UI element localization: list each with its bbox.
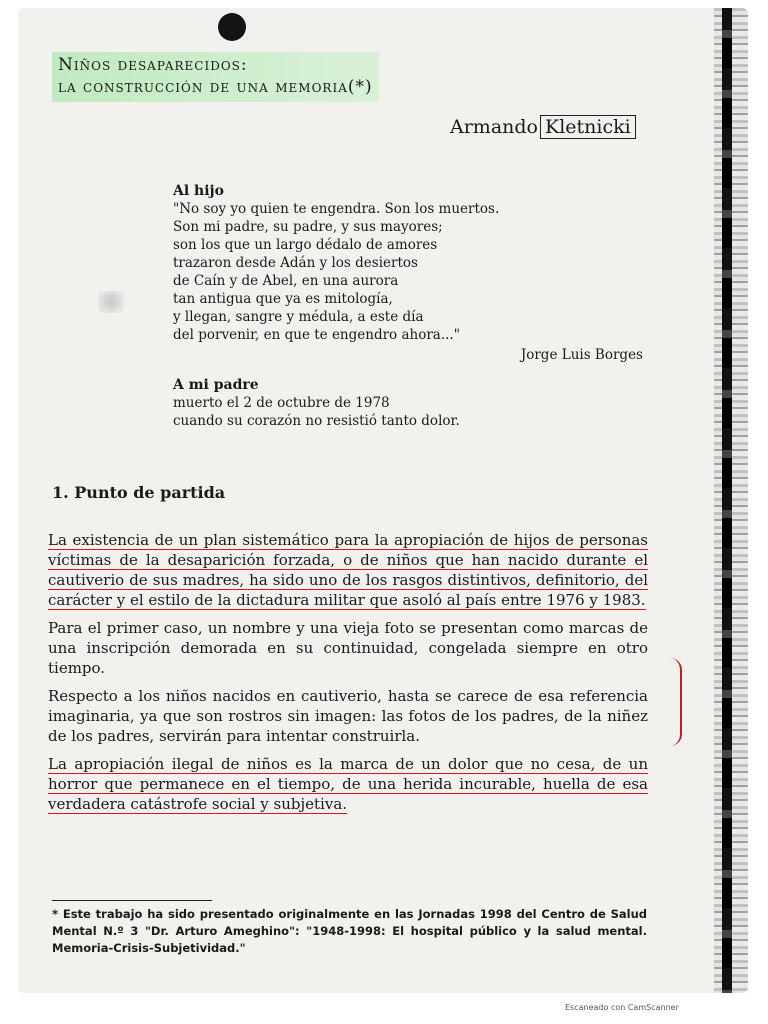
epigraph xyxy=(173,182,643,364)
epigraph-line: del porvenir, en que te engendro ahora..." xyxy=(173,327,460,343)
author-first-name: Armando xyxy=(450,116,538,138)
title-line-2: la construcción de una memoria(*) xyxy=(58,77,373,97)
paragraph-4 xyxy=(48,754,648,814)
paragraph-text: Para el primer caso, un nombre y una vieja foto se presentan como marcas de una inscripción demorada en su continuidad, congelada siempre en otro tiempo. xyxy=(48,619,648,677)
epigraph-line: trazaron desde Adán y los desiertos xyxy=(173,255,418,271)
epigraph-line: "No soy yo quien te engendra. Son los muertos. xyxy=(173,201,500,217)
epigraph-line: y llegan, sangre y médula, a este día xyxy=(173,309,424,325)
title-line-1: Niños desaparecidos: xyxy=(58,55,248,75)
footnote-rule xyxy=(52,900,212,901)
epigraph-line: de Caín y de Abel, en una aurora xyxy=(173,273,399,289)
paragraph-text: La existencia de un plan sistemático para la apropiación de hijos de personas víctimas de la desaparición forzada, o de niños que han nacido durante el cautiverio de sus madres, ha sido uno de los rasgos distintivos, definitorio, del carácter y el estilo de la dictadura militar que asoló al país entre 1976 y 1983. xyxy=(48,531,648,609)
author-name xyxy=(450,116,636,138)
section-body xyxy=(48,530,648,822)
epigraph-line: Son mi padre, su padre, y sus mayores; xyxy=(173,219,443,235)
paragraph-3 xyxy=(48,686,648,746)
paragraph-text: Respecto a los niños nacidos en cautiverio, hasta se carece de esa referencia imaginaria, ya que son rostros sin imagen: las fotos de los padres, de la niñez de los padres, servirán para intentar construirla. xyxy=(48,687,648,745)
ink-smudge xyxy=(98,291,124,313)
paragraph-text: La apropiación ilegal de niños es la marca de un dolor que no cesa, de un horror que permanece en el tiempo, de una herida incurable, huella de esa verdadera catástrofe social y subjetiva. xyxy=(48,755,648,813)
red-margin-bracket xyxy=(666,658,682,746)
dedication-line: muerto el 2 de octubre de 1978 xyxy=(173,395,390,411)
paragraph-1 xyxy=(48,530,648,610)
section-heading: 1. Punto de partida xyxy=(52,483,226,502)
epigraph-line: tan antigua que ya es mitología, xyxy=(173,291,393,307)
author-last-name: Kletnicki xyxy=(540,115,636,139)
paragraph-2 xyxy=(48,618,648,678)
dedication-heading: A mi padre xyxy=(173,377,259,393)
punch-hole xyxy=(218,13,246,41)
title-highlight xyxy=(52,52,379,102)
dedication xyxy=(173,376,643,430)
epigraph-heading: Al hijo xyxy=(173,183,224,199)
epigraph-attribution: Jorge Luis Borges xyxy=(520,347,643,363)
footnote: * Este trabajo ha sido presentado originalmente en las Jornadas 1998 del Centro de Salud Mental N.º 3 "Dr. Arturo Ameghino": "1948-1998: El hospital público y la salud mental. Memoria-Crisis-Subjetividad." xyxy=(52,907,647,955)
dedication-line: cuando su corazón no resistió tanto dolor. xyxy=(173,413,460,429)
scanned-page xyxy=(18,8,748,993)
epigraph-line: son los que un largo dédalo de amores xyxy=(173,237,438,253)
scan-edge-dark xyxy=(722,8,732,993)
scanner-watermark: Escaneado con CamScanner xyxy=(565,1003,679,1012)
